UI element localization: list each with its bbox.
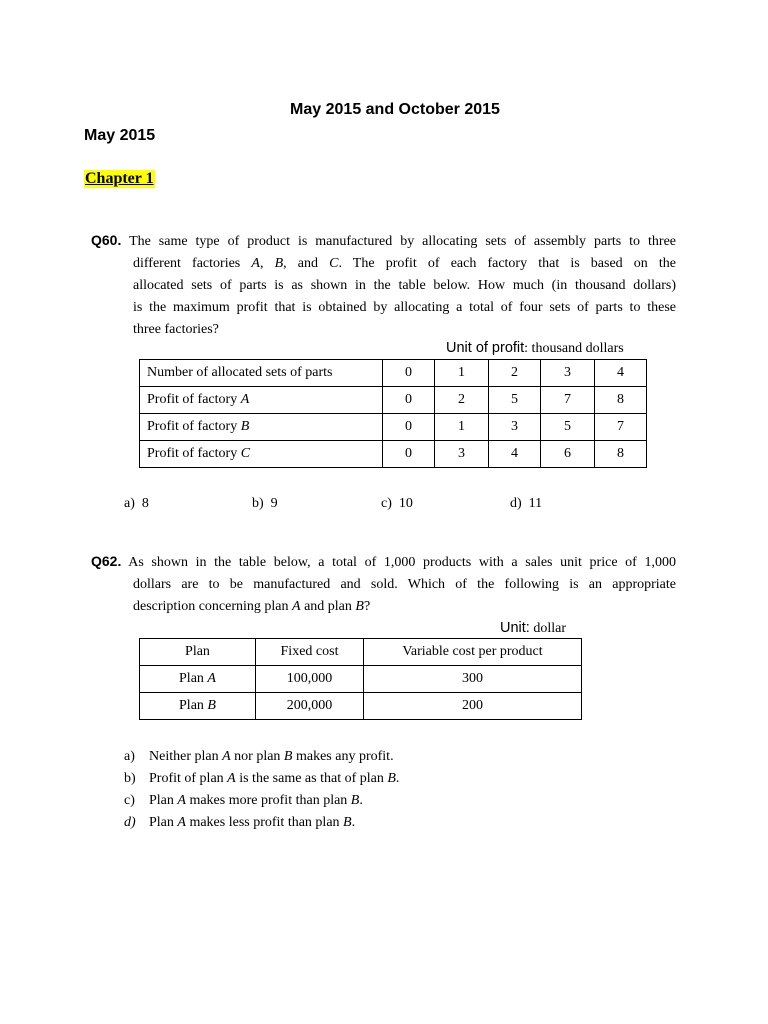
table-cell: 5 [489,387,541,414]
table-cell: 7 [541,387,595,414]
q60-text-1: The same type of product is manufactured by allocating sets of assembly parts to three [129,234,676,249]
choice-key: d) [510,496,522,511]
header-fixed-cost: Fixed cost [256,639,364,666]
choice-key: c) [381,496,392,511]
table-row [140,441,647,468]
q62-unit-value: dollar [529,621,566,636]
table-cell: 8 [595,387,647,414]
table-cell: 3 [541,360,595,387]
q62-text-1: As shown in the table below, a total of 1,000 products with a sales unit price of 1,000 [128,555,676,570]
choice-value: 11 [528,496,543,511]
q62-line-2: dollars are to be manufactured and sold. Which of the following is an appropriate [133,577,676,592]
table-header-row [140,639,582,666]
fixed-cost-cell: 100,000 [256,666,364,693]
choice-key: a) [124,496,135,511]
option-key: b) [124,771,136,786]
table-cell: 4 [489,441,541,468]
table-cell: 2 [435,387,489,414]
row-label: Profit of factory B [140,414,383,441]
plan-cell: Plan B [140,693,256,720]
q60-choice-d[interactable] [510,496,542,512]
table-cell: 4 [595,360,647,387]
option-text: Neither plan A nor plan B makes any profit. [149,749,394,764]
table-cell: 2 [489,360,541,387]
q60-choice-b[interactable] [252,496,278,512]
table-row [140,414,647,441]
q62-unit-label: Unit: [500,620,530,636]
choice-key: b) [252,496,264,511]
q60-choice-c[interactable] [381,496,413,512]
header-variable-cost: Variable cost per product [364,639,582,666]
q62-line-3: description concerning plan A and plan B? [133,599,371,614]
option-text: Profit of plan A is the same as that of plan B. [149,771,400,786]
table-cell: 7 [595,414,647,441]
variable-cost-cell: 300 [364,666,582,693]
table-row [140,666,582,693]
table-row [140,693,582,720]
q60-choice-a[interactable] [124,496,149,512]
q62-number: Q62. [91,553,122,569]
page-title: May 2015 and October 2015 [290,101,500,118]
table-cell: 3 [435,441,489,468]
q60-line-5: three factories? [133,322,219,337]
option-key: c) [124,793,135,808]
row-label: Profit of factory A [140,387,383,414]
fixed-cost-cell: 200,000 [256,693,364,720]
option-key: a) [124,749,135,764]
q60-line-4: is the maximum profit that is obtained by allocating a total of four sets of parts to these [133,300,676,315]
row-label: Number of allocated sets of parts [140,360,383,387]
choice-value: 8 [141,496,149,511]
table-cell: 6 [541,441,595,468]
q62-question [91,550,676,618]
choice-value: 9 [270,496,278,511]
q60-line-2: different factories A, B, and C. The profit of each factory that is based on the [133,256,677,271]
q60-question [91,229,676,341]
q62-option-c[interactable] [124,790,399,812]
q60-line-3: allocated sets of parts is as shown in the table below. How much (in thousand dollars) [133,278,676,293]
plan-cell: Plan A [140,666,256,693]
table-cell: 0 [383,414,435,441]
table-cell: 1 [435,360,489,387]
q60-line-1 [91,229,676,253]
q62-cost-table [139,638,582,720]
q60-unit-label: Unit of profit [446,340,525,356]
q62-option-b[interactable] [124,768,399,790]
table-row [140,360,647,387]
option-text: Plan A makes more profit than plan B. [149,793,363,808]
table-cell: 8 [595,441,647,468]
table-cell: 0 [383,387,435,414]
table-cell: 3 [489,414,541,441]
table-row [140,387,647,414]
option-text: Plan A makes less profit than plan B. [149,815,356,830]
q60-unit-value: : thousand dollars [524,341,624,356]
header-plan: Plan [140,639,256,666]
q62-option-d[interactable] [124,812,399,834]
table-cell: 5 [541,414,595,441]
q62-options [124,746,399,834]
table-cell: 1 [435,414,489,441]
q62-option-a[interactable] [124,746,399,768]
q60-number: Q60. [91,232,122,248]
variable-cost-cell: 200 [364,693,582,720]
q62-unit-note [500,620,566,637]
row-label: Profit of factory C [140,441,383,468]
q62-line-1 [91,550,676,574]
section-heading: May 2015 [84,127,156,144]
q60-unit-note [446,340,624,357]
choice-value: 10 [398,496,413,511]
q60-profit-table [139,359,647,468]
option-key: d) [124,815,136,830]
table-cell: 0 [383,441,435,468]
chapter-heading: Chapter 1 [85,170,154,187]
table-cell: 0 [383,360,435,387]
